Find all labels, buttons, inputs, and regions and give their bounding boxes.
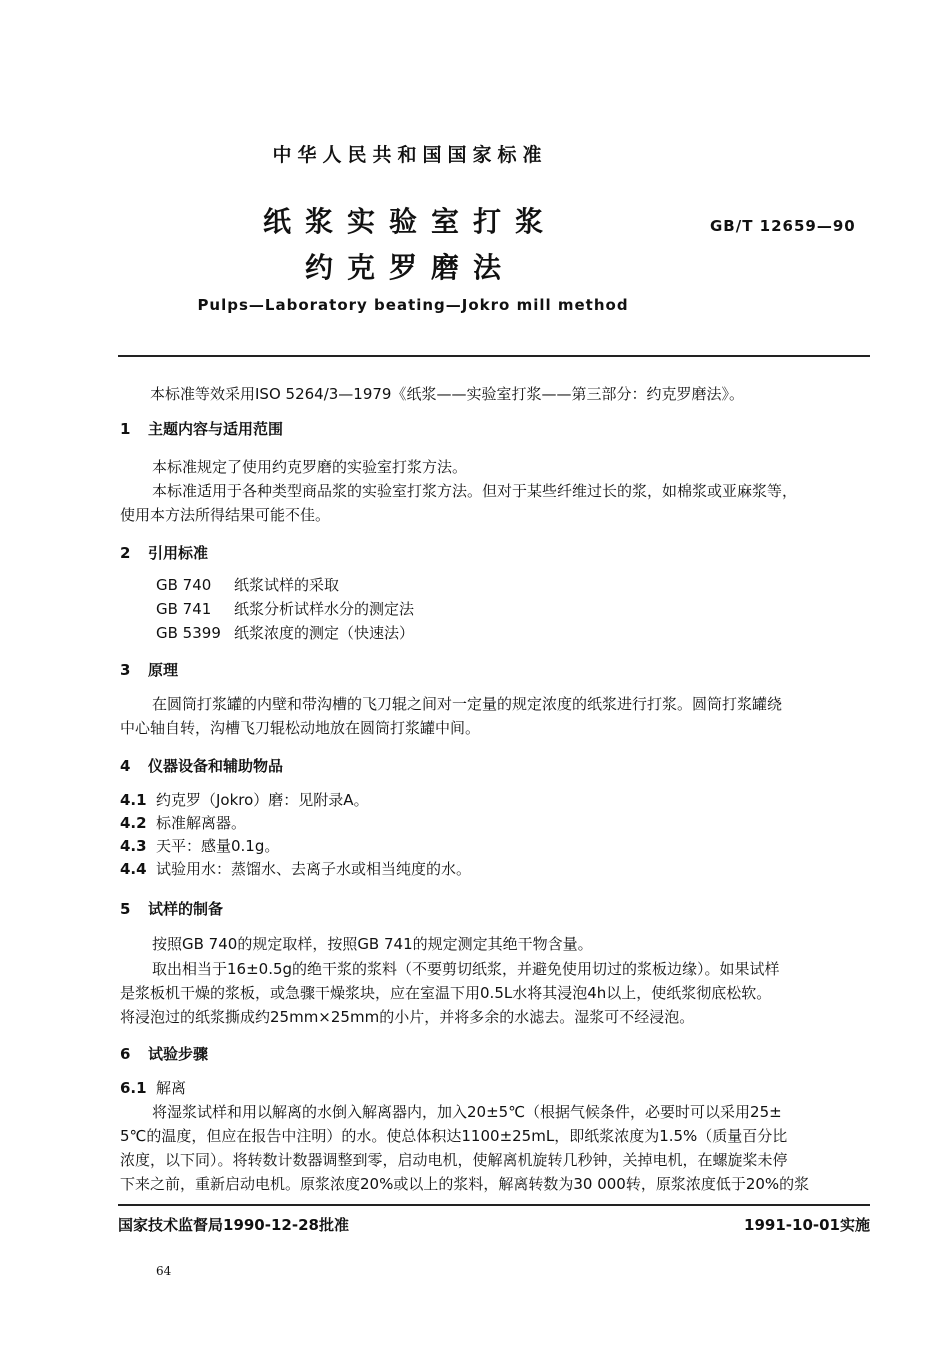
section-number: 1 — [120, 420, 131, 438]
equipment-item — [120, 835, 279, 856]
item-number: 4.1 — [120, 791, 147, 809]
item-number: 6.1 — [120, 1079, 147, 1097]
reference-item — [156, 622, 414, 643]
item-number: 4.3 — [120, 837, 147, 855]
reference-code: GB 5399 — [156, 624, 221, 642]
reference-code: GB 741 — [156, 600, 212, 618]
section-5-paragraph-2-line-1: 取出相当于16±0.5g的绝干浆的浆料（不要剪切纸浆，并避免使用切过的浆板边缘）。如果试样 — [152, 960, 780, 978]
section-title: 引用标准 — [148, 544, 209, 562]
national-standard-header: 中华人民共和国国家标准 — [272, 144, 548, 166]
section-number: 5 — [120, 900, 131, 918]
section-6-paragraph-line-4: 下来之前，重新启动电机。原浆浓度20%或以上的浆料，解离转数为30 000转，原浆浓度低于20%的浆 — [120, 1175, 810, 1193]
section-4-heading — [120, 755, 283, 776]
section-5-paragraph-1: 按照GB 740的规定取样，按照GB 741的规定测定其绝干物含量。 — [152, 935, 593, 953]
page-number: 64 — [156, 1264, 172, 1278]
intro-paragraph: 本标准等效采用ISO 5264/3—1979《纸浆——实验室打浆——第三部分：约克罗磨法》。 — [150, 385, 744, 403]
section-3-paragraph-line-1: 在圆筒打浆罐的内壁和带沟槽的飞刀辊之间对一定量的规定浓度的纸浆进行打浆。圆筒打浆罐绕 — [152, 695, 783, 713]
section-number: 3 — [120, 661, 131, 679]
section-5-heading — [120, 898, 223, 919]
section-title: 原理 — [148, 661, 179, 679]
item-text: 解离 — [156, 1079, 187, 1097]
item-text: 约克罗（Jokro）磨：见附录A。 — [156, 791, 369, 809]
section-3-heading — [120, 659, 178, 680]
section-5-paragraph-2-line-2: 是浆板机干燥的浆板，或急骤干燥浆块，应在室温下用0.5L水将其浸泡4h以上，使纸浆彻底松软。 — [120, 984, 772, 1002]
item-text: 天平：感量0.1g。 — [156, 837, 280, 855]
section-1-paragraph-2-line-2: 使用本方法所得结果可能不佳。 — [120, 506, 331, 524]
item-number: 4.2 — [120, 814, 147, 832]
reference-item — [156, 574, 339, 595]
reference-title: 纸浆试样的采取 — [234, 576, 340, 594]
equipment-item — [120, 858, 471, 879]
header-divider — [118, 355, 870, 357]
section-6-paragraph-line-2: 5℃的温度，但应在报告中注明）的水。使总体积达1100±25mL，即纸浆浓度为1.5%（质量百分比 — [120, 1127, 788, 1145]
section-6-heading — [120, 1043, 208, 1064]
item-text: 标准解离器。 — [156, 814, 247, 832]
section-number: 2 — [120, 544, 131, 562]
section-number: 4 — [120, 757, 131, 775]
reference-item — [156, 598, 414, 619]
section-title: 主题内容与适用范围 — [148, 420, 284, 438]
section-title: 试验步骤 — [148, 1045, 209, 1063]
section-title: 试样的制备 — [148, 900, 224, 918]
section-5-paragraph-2-line-3: 将浸泡过的纸浆撕成约25mm×25mm的小片，并将多余的水滤去。湿浆可不经浸泡。 — [120, 1008, 695, 1026]
section-2-heading — [120, 542, 208, 563]
section-1-heading — [120, 418, 283, 439]
approval-date: 国家技术监督局1990-12-28批准 — [118, 1216, 349, 1234]
document-title-line-1: 纸浆实验室打浆 — [262, 205, 557, 238]
equipment-item — [120, 789, 369, 810]
footer-divider — [118, 1204, 870, 1206]
subsection-6-1-heading — [120, 1077, 186, 1098]
section-6-paragraph-line-1: 将湿浆试样和用以解离的水倒入解离器内，加入20±5℃（根据气候条件，必要时可以采用25± — [152, 1103, 782, 1121]
reference-code: GB 740 — [156, 576, 212, 594]
section-1-paragraph-2-line-1: 本标准适用于各种类型商品浆的实验室打浆方法。但对于某些纤维过长的浆，如棉浆或亚麻浆等， — [152, 482, 798, 500]
section-1-paragraph-1: 本标准规定了使用约克罗磨的实验室打浆方法。 — [152, 458, 468, 476]
item-number: 4.4 — [120, 860, 147, 878]
section-3-paragraph-line-2: 中心轴自转，沟槽飞刀辊松动地放在圆筒打浆罐中间。 — [120, 719, 481, 737]
reference-title: 纸浆浓度的测定（快速法） — [234, 624, 415, 642]
section-6-paragraph-line-3: 浓度，以下同）。将转数计数器调整到零，启动电机，使解离机旋转几秒钟，关掉电机，在螺旋桨未停 — [120, 1151, 788, 1169]
equipment-item — [120, 812, 246, 833]
standard-number: GB/T 12659—90 — [710, 217, 856, 235]
reference-title: 纸浆分析试样水分的测定法 — [234, 600, 415, 618]
section-number: 6 — [120, 1045, 131, 1063]
section-title: 仪器设备和辅助物品 — [148, 757, 284, 775]
item-text: 试验用水：蒸馏水、去离子水或相当纯度的水。 — [156, 860, 472, 878]
english-title: Pulps—Laboratory beating—Jokro mill method — [197, 296, 629, 314]
effective-date: 1991-10-01实施 — [744, 1216, 870, 1234]
document-title-line-2: 约克罗磨法 — [304, 251, 515, 284]
